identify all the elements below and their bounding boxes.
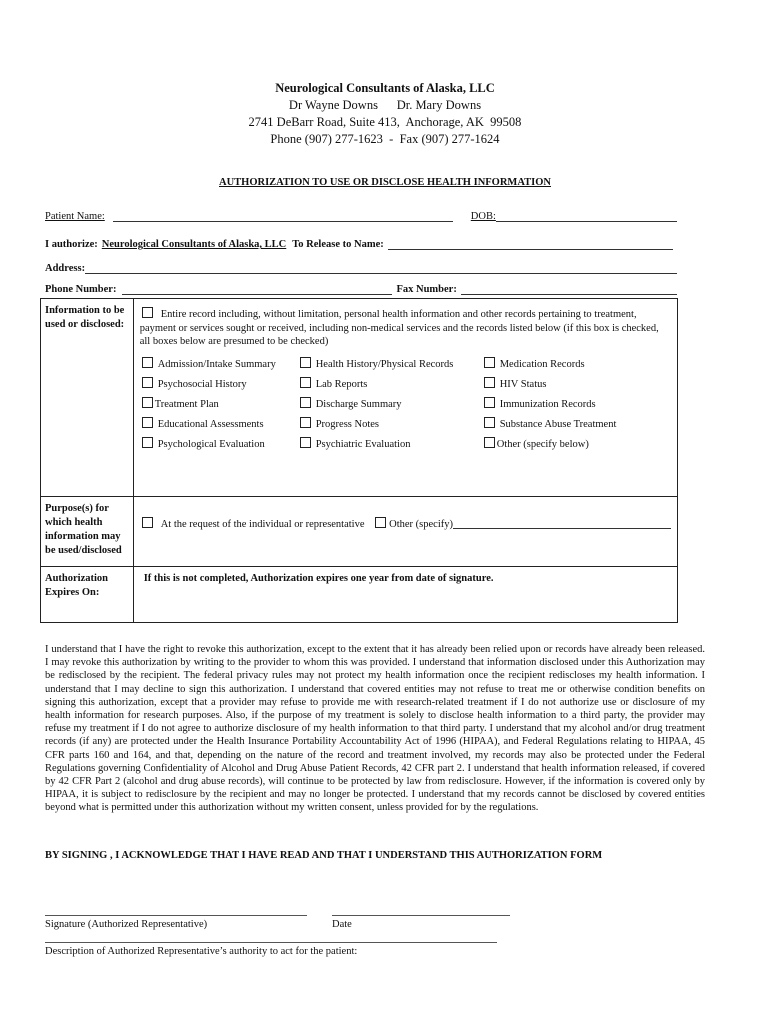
checkbox[interactable]: [142, 397, 153, 408]
item-label: Medication Records: [499, 358, 585, 370]
item-medication[interactable]: [484, 357, 585, 370]
checkbox[interactable]: [142, 357, 153, 368]
item-lab-reports[interactable]: [300, 377, 368, 390]
checkbox[interactable]: [300, 377, 311, 388]
purpose-request-label: At the request of the individual or representative: [160, 519, 365, 530]
address-row: [45, 262, 677, 274]
item-label: Educational Assessments: [157, 418, 264, 430]
item-label: Psychiatric Evaluation: [315, 438, 411, 450]
expires-section-body[interactable]: [133, 567, 677, 623]
checkbox[interactable]: [300, 417, 311, 428]
item-label: Progress Notes: [315, 418, 379, 430]
authority-line[interactable]: [45, 942, 497, 943]
checkbox[interactable]: [484, 377, 495, 388]
legal-text: I understand that I have the right to revoke this authorization, except to the extent that it has already been relied upon or records have already been released. I may revoke this authorization by writing to the provider to whom this was provided. I understand that information disclosed under this Authorization may be redisclosed by the recipient. The federal privacy rules may not protect my health information once the recipient rediscloses my health information. I understand that I may decline to sign this authorization. I understand that covered entities may not refuse to treat me or otherwise condition benefits on signing this authorization, except that a provider may refuse to provide me with research-related treatment if I do not authorize use or disclosure of my health information for research purposes. Also, if the purpose of my treatment is solely to disclose health information to a third party, the provider may refuse my treatment if I do not agree to authorize disclosure of my health information to that third party. I understand that my alcohol and/or drug treatment records (if any) are protected under the Health Insurance Portability Accountability Act of 1996 (HIPAA), and Federal Regulations relating to HIPAA, 45 CFR parts 160 and 164, and that, depending on the nature of the record and treatment involved, my records may also be protected under the Federal Regulations governing Confidentiality of Alcohol and Drug Abuse Patient Records, 42 CFR part 2. I understand that health information released, if covered by 42 CFR Part 2 (alcohol and drug abuse records), will continue to be protected by law from redisclosure. However, if the information is covered only by HIPAA, it is subject to redisclosure by the recipient and may no longer be protected. I understand that my records cannot be disclosed by covered entities beyond what is permitted under this authorization without my written consent, unless provided for by the regulations.: [45, 644, 705, 814]
date-label: Date: [332, 919, 352, 930]
authorize-prefix: I authorize:: [45, 239, 98, 250]
checkbox[interactable]: [300, 437, 311, 448]
item-educational[interactable]: [142, 417, 264, 430]
phone-row: [45, 283, 677, 295]
info-section-label: Information to be used or disclosed:: [41, 299, 134, 497]
purpose-other-label: Other (specify): [389, 519, 453, 530]
release-to-label: To Release to Name:: [292, 239, 384, 250]
form-title: AUTHORIZATION TO USE OR DISCLOSE HEALTH INFORMATION: [219, 177, 551, 188]
item-psychiatric[interactable]: [300, 437, 411, 450]
release-to-field[interactable]: [388, 238, 673, 250]
checkbox[interactable]: [300, 397, 311, 408]
item-label: Other (specify below): [496, 438, 589, 450]
address-field[interactable]: [85, 262, 677, 274]
checkbox[interactable]: [142, 377, 153, 388]
item-label: HIV Status: [499, 378, 547, 390]
checkbox[interactable]: [142, 437, 153, 448]
authorize-org: Neurological Consultants of Alaska, LLC: [101, 239, 287, 250]
info-section-body: [133, 299, 677, 497]
item-label: Psychological Evaluation: [157, 438, 265, 450]
dob-label: DOB:: [470, 211, 496, 222]
entire-record-option: [140, 307, 671, 349]
item-psychological[interactable]: [142, 437, 265, 450]
phone-label: Phone Number:: [45, 284, 117, 295]
patient-row: [45, 210, 677, 222]
item-health-history[interactable]: [300, 357, 454, 370]
dob-field[interactable]: [496, 210, 677, 222]
patient-name-label: Patient Name:: [45, 211, 105, 222]
checkbox[interactable]: [142, 417, 153, 428]
org-address: 2741 DeBarr Road, Suite 413, Anchorage, AK 99508: [248, 115, 522, 129]
item-label: Discharge Summary: [315, 398, 402, 410]
doctor-names: Dr Wayne Downs Dr. Mary Downs: [288, 98, 482, 112]
expires-note: If this is not completed, Authorization expires one year from date of signature.: [143, 573, 494, 584]
org-name: Neurological Consultants of Alaska, LLC: [275, 81, 495, 95]
address-label: Address:: [45, 263, 86, 274]
fax-label: Fax Number:: [396, 284, 457, 295]
acknowledgement: BY SIGNING , I ACKNOWLEDGE THAT I HAVE READ AND THAT I UNDERSTAND THIS AUTHORIZATION FORM: [45, 850, 603, 861]
phone-field[interactable]: [122, 283, 392, 295]
authorize-row: [45, 238, 677, 250]
checkbox[interactable]: [484, 357, 495, 368]
item-label: Health History/Physical Records: [315, 358, 454, 370]
checkbox[interactable]: [484, 397, 495, 408]
checkbox[interactable]: [300, 357, 311, 368]
signature-label: Signature (Authorized Representative): [45, 919, 208, 930]
item-label: Treatment Plan: [154, 398, 219, 410]
purpose-request-checkbox[interactable]: [142, 517, 153, 528]
patient-name-field[interactable]: [113, 210, 453, 222]
purpose-section-body: [133, 497, 677, 567]
item-treatment-plan[interactable]: [142, 397, 219, 410]
date-line[interactable]: [332, 915, 510, 916]
checkbox[interactable]: [484, 417, 495, 428]
item-discharge[interactable]: [300, 397, 402, 410]
item-admission[interactable]: [142, 357, 276, 370]
item-label: Substance Abuse Treatment: [499, 418, 617, 430]
purpose-other-field[interactable]: [453, 517, 671, 529]
item-hiv-status[interactable]: [484, 377, 547, 390]
purpose-section-label: Purpose(s) for which health information may be used/disclosed: [41, 497, 134, 567]
item-label: Lab Reports: [315, 378, 368, 390]
expires-section-label: Authorization Expires On:: [41, 567, 134, 623]
checkbox[interactable]: [484, 437, 495, 448]
item-psychosocial[interactable]: [142, 377, 247, 390]
fax-field[interactable]: [461, 283, 677, 295]
record-types-grid: [140, 357, 671, 457]
item-substance-abuse[interactable]: [484, 417, 617, 430]
entire-record-text: Entire record including, without limitation, personal health information and other records pertaining to treatment, payment or services sought or received, including non-medical services and the records listed below (if this box is checked, all boxes below are presumed to be checked): [139, 309, 659, 347]
entire-record-checkbox[interactable]: [142, 307, 153, 318]
authority-label: Description of Authorized Representative’s authority to act for the patient:: [45, 946, 358, 957]
item-other[interactable]: [484, 437, 589, 450]
purpose-other-checkbox[interactable]: [375, 517, 386, 528]
item-label: Psychosocial History: [157, 378, 247, 390]
item-immunization[interactable]: [484, 397, 596, 410]
item-label: Admission/Intake Summary: [157, 358, 276, 370]
org-phone: Phone (907) 277-1623 - Fax (907) 277-1624: [270, 132, 500, 146]
signature-line[interactable]: [45, 915, 307, 916]
item-progress-notes[interactable]: [300, 417, 379, 430]
info-table: [40, 298, 678, 623]
item-label: Immunization Records: [499, 398, 596, 410]
letterhead: [0, 80, 770, 148]
